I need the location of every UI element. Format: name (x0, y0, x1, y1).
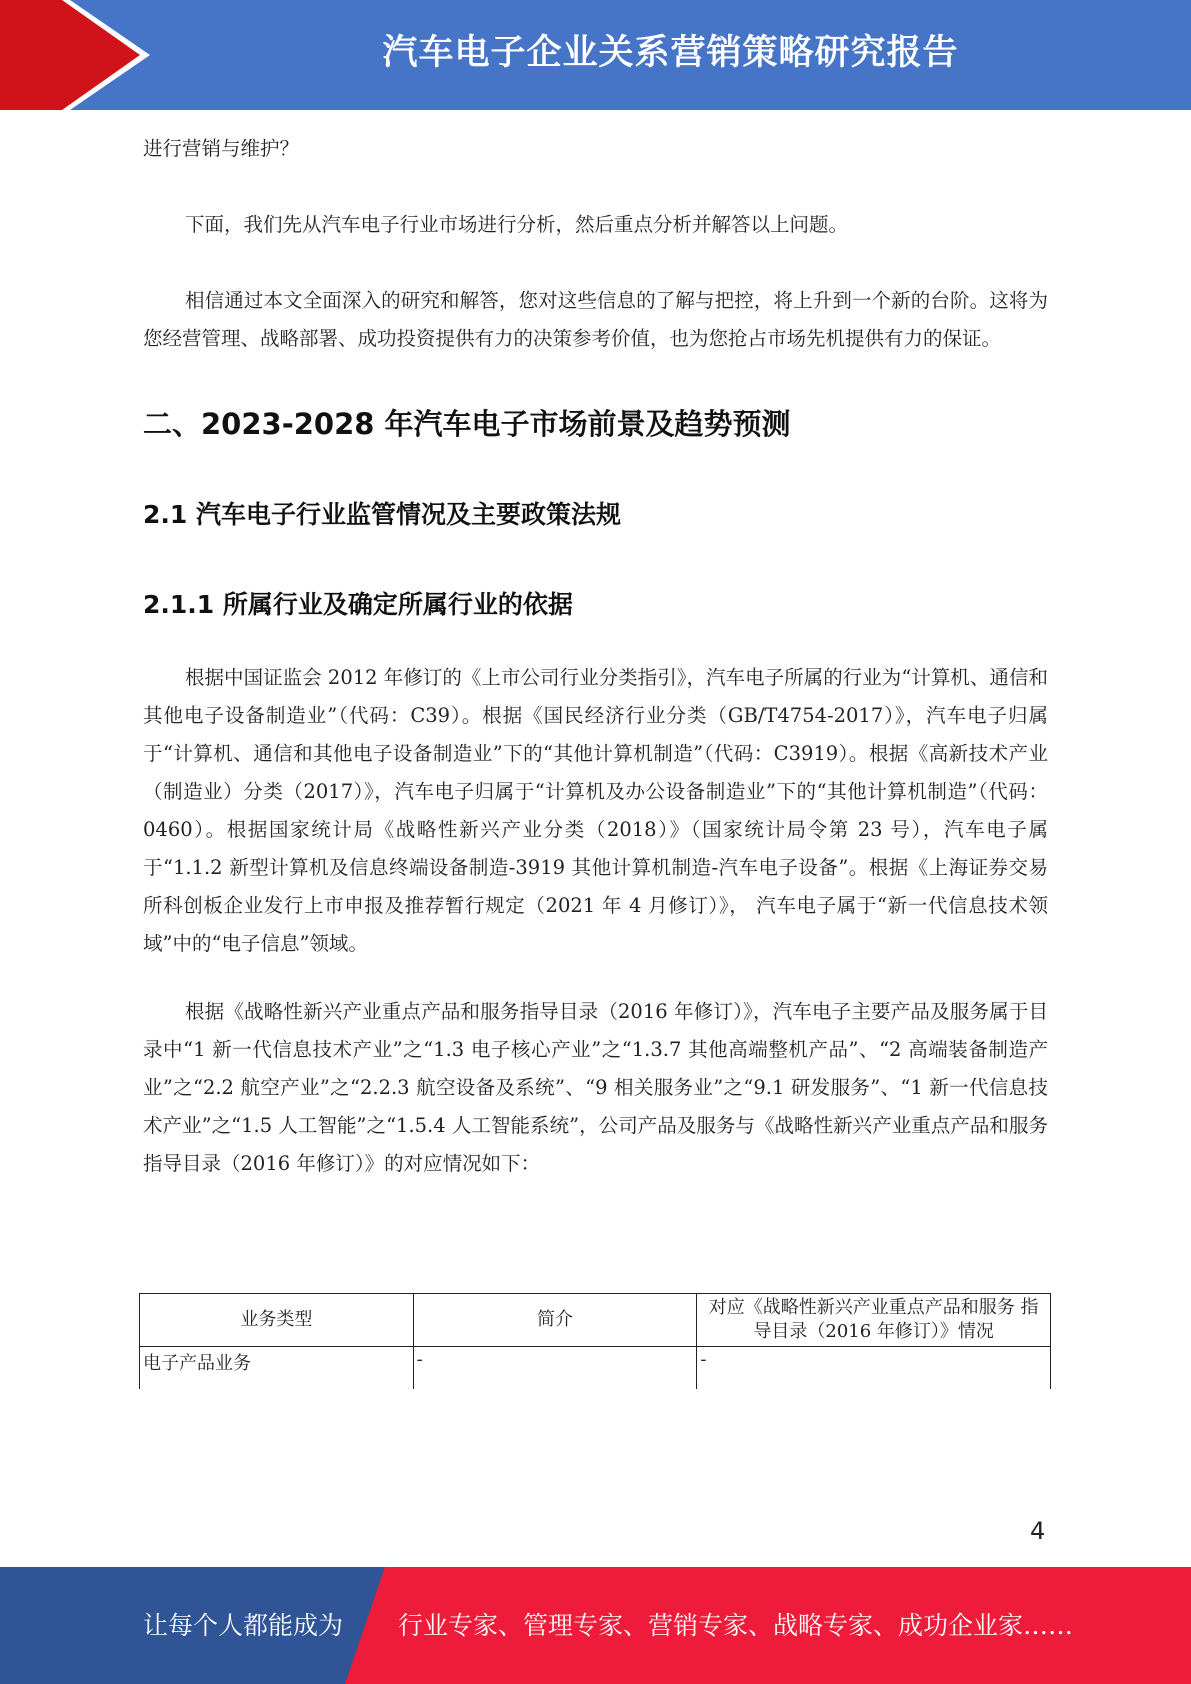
footer-slogan-left: 让每个人都能成为 (143, 1611, 344, 1640)
table-cell: - (697, 1347, 1051, 1390)
business-table (139, 1293, 1051, 1389)
page-number: 4 (1030, 1517, 1046, 1545)
paragraph-intro: 下面，我们先从汽车电子行业市场进行分析，然后重点分析并解答以上问题。 (185, 213, 849, 236)
table-header-intro: 简介 (413, 1294, 697, 1347)
subsubsection-heading: 2.1.1 所属行业及确定所属行业的依据 (143, 590, 573, 619)
main-content (143, 130, 1048, 1183)
header-title: 汽车电子企业关系营销策略研究报告 (382, 33, 959, 73)
page-header (0, 0, 1191, 110)
table-cell: 电子产品业务 (140, 1347, 414, 1390)
paragraph-catalog: 根据《战略性新兴产业重点产品和服务指导目录（2016 年修订）》，汽车电子主要产品及服务属于目录中“1 新一代信息技术产业”之“1.3 电子核心产业”之“1.3.7 其他高端整机产品”、“2 高端装备制造产业”之“2.2 航空产业”之“2.2.3 航空设备及系统”、“9 相关服务业”之“9.1 研发服务”、“1 新一代信息技术产业”之“1.5 人工智能”之“1.5.4 人工智能系统”，公司产品及服务与《战略性新兴产业重点产品和服务指导目录（2016 年修订）》的对应情况如下： (143, 1000, 1048, 1175)
page-footer (0, 1567, 1191, 1684)
table-cell: - (413, 1347, 697, 1390)
paragraph-classification: 根据中国证监会 2012 年修订的《上市公司行业分类指引》，汽车电子所属的行业为“计算机、通信和其他电子设备制造业”（代码：C39）。根据《国民经济行业分类（GB/T4754-2017）》，汽车电子归属于“计算机、通信和其他电子设备制造业”下的“其他计算机制造”（代码：C3919）。根据《高新技术产业（制造业）分类（2017）》，汽车电子归属于“计算机及办公设备制造业”下的“其他计算机制造”（代码：0460）。根据国家统计局《战略性新兴产业分类（2018）》（国家统计局令第 23 号），汽车电子属于“1.1.2 新型计算机及信息终端设备制造-3919 其他计算机制造-汽车电子设备”。根据《上海证券交易所科创板企业发行上市申报及推荐暂行规定（2021 年 4 月修订）》， 汽车电子属于“新一代信息技术领域”中的“电子信息”领域。 (143, 666, 1048, 955)
subsection-heading: 2.1 汽车电子行业监管情况及主要政策法规 (143, 500, 621, 529)
section-heading: 二、2023-2028 年汽车电子市场前景及趋势预测 (143, 407, 791, 441)
table-header-catalog: 对应《战略性新兴产业重点产品和服务 指导目录（2016 年修订）》情况 (697, 1294, 1051, 1347)
table-header-row (140, 1294, 1051, 1347)
paragraph-value: 相信通过本文全面深入的研究和解答，您对这些信息的了解与把控，将上升到一个新的台阶。这将为您经营管理、战略部署、成功投资提供有力的决策参考价值，也为您抢占市场先机提供有力的保证。 (143, 289, 1048, 350)
paragraph-continuation: 进行营销与维护？ (143, 137, 300, 160)
table-header-type: 业务类型 (140, 1294, 414, 1347)
footer-slogan-right: 行业专家、管理专家、营销专家、战略专家、成功企业家…… (398, 1611, 1074, 1640)
table-row (140, 1347, 1051, 1390)
